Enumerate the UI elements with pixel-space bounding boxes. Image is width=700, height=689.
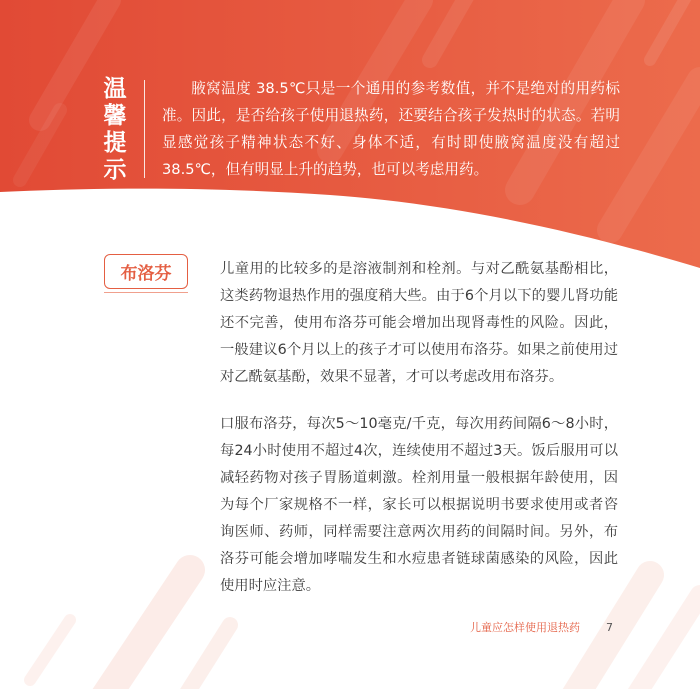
tip-divider <box>144 80 145 178</box>
page-number: 7 <box>606 621 613 634</box>
body-paragraph-2: 口服布洛芬，每次5～10毫克/千克，每次用药间隔6～8小时，每24小时使用不超过4次，连续使用不超过3天。饭后服用可以减轻药物对孩子胃肠道刺激。栓剂用量一般根据年龄使用，因为每个厂家规格不一样，家长可以根据说明书要求使用或者咨询医师、药师，同样需要注意两次用药的间隔时间。另外，布洛芬可能会增加哮喘发生和水痘患者链球菌感染的风险，因此使用时应注意。 <box>220 416 618 594</box>
tip-title <box>102 76 128 184</box>
body-paragraph-1: 儿童用的比较多的是溶液制剂和栓剂。与对乙酰氨基酚相比，这类药物退热作用的强度稍大些。由于6个月以下的婴儿肾功能还不完善，使用布洛芬可能会增加出现肾毒性的风险。因此，一般建议6个月以上的孩子才可以使用布洛芬。如果之前使用过对乙酰氨基酚，效果不显著，才可以考虑改用布洛芬。 <box>220 261 618 385</box>
tip-title-char: 示 <box>103 157 127 183</box>
section-tag: 布洛芬 <box>104 254 188 289</box>
tip-title-char: 馨 <box>103 103 127 129</box>
section-tag-underline <box>104 292 188 293</box>
tip-text: 腋窝温度 38.5℃只是一个通用的参考数值，并不是绝对的用药标准。因此，是否给孩子使用退热药，还要结合孩子发热时的状态。若明显感觉孩子精神状态不好、身体不适，有时即使腋窝温度没有超过 38.5℃，但有明显上升的趋势，也可以考虑用药。 <box>162 80 620 178</box>
tip-title-char: 提 <box>103 130 127 156</box>
footer-book-title: 儿童应怎样使用退热药 <box>470 621 580 634</box>
tip-title-char: 温 <box>103 76 127 102</box>
